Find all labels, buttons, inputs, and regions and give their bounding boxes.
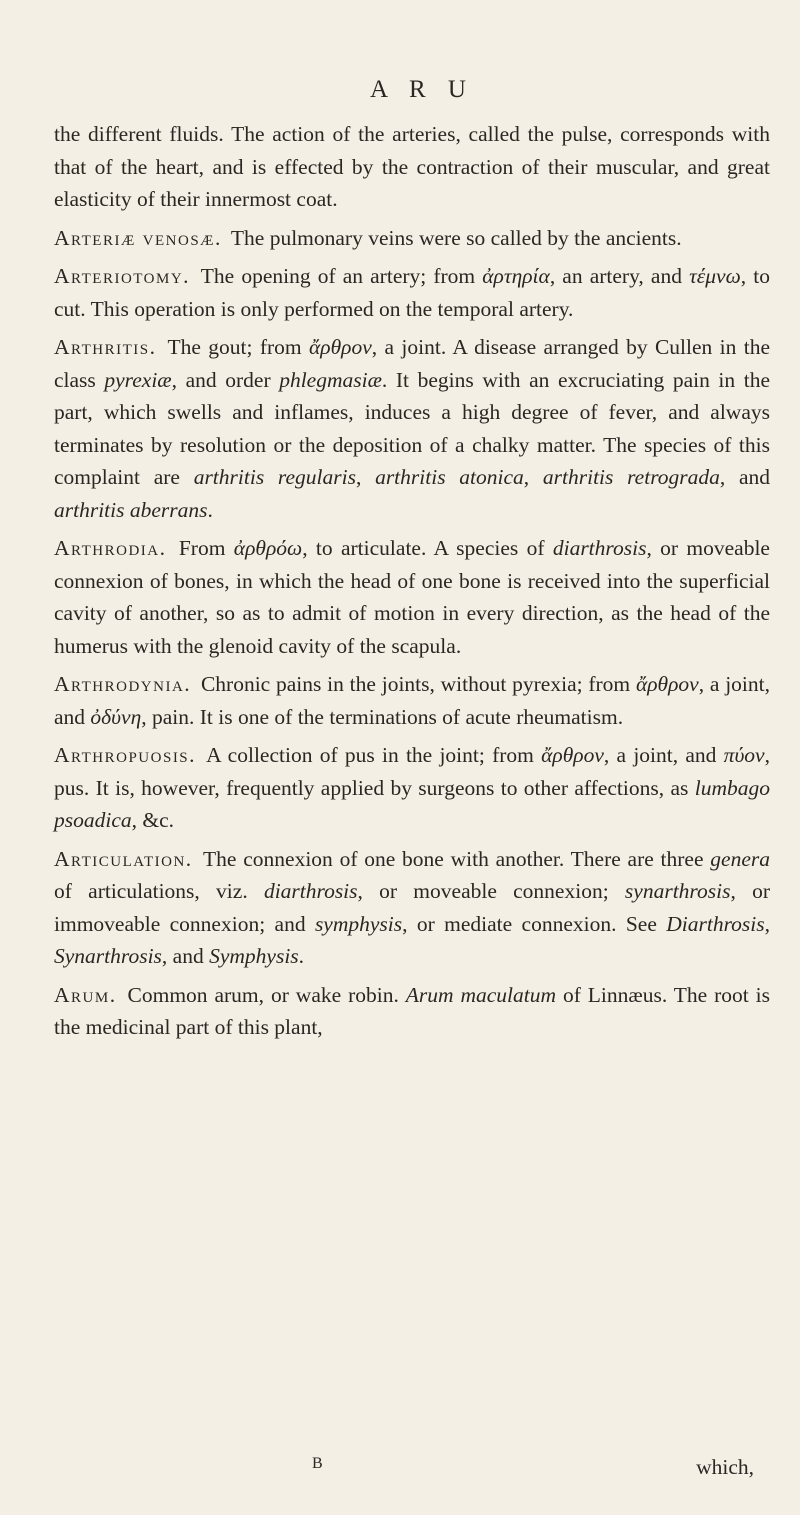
entry-text: , pus. It is, however, frequently applied by surgeons to other affections, as: [54, 743, 770, 800]
entry-text: Common arum, or wake robin.: [127, 982, 406, 1007]
italic-term: lumbago psoadica: [54, 775, 770, 832]
entry-headword: Arthrodynia.: [54, 672, 192, 696]
dictionary-entry: [54, 668, 770, 733]
entry-text: of articulations, viz.: [54, 879, 264, 903]
entry-text: , or moveable connexion of bones, in which the head of one bone is received into the superficial cavity of another, so as to admit of motion in every direction, as the head of the humerus with the glenoid cavity of the scapula.: [54, 536, 770, 658]
entry-text: the different fluids. The action of the arteries, called the pulse, corresponds with that of the heart, and is effected by the contraction of their muscular, and great elasticity of their innermost coat.: [54, 122, 770, 211]
italic-term: Synarthrosis: [54, 944, 162, 968]
entry-text: , or immoveable connexion; and: [54, 879, 770, 936]
entry-headword: Articulation.: [54, 846, 193, 871]
dictionary-entry: [54, 260, 770, 325]
entry-headword: Arthritis.: [54, 335, 157, 359]
entry-text: A collection of pus in the joint; from: [206, 743, 542, 767]
italic-term: πύον: [723, 743, 765, 767]
entry-text: , or mediate connexion. See: [402, 911, 667, 936]
entry-text: , to cut. This operation is only performed on the temporal artery.: [54, 264, 770, 321]
entry-text: , &c.: [131, 808, 175, 832]
entry-headword: Arteriotomy.: [54, 264, 191, 288]
entry-text: ,: [764, 911, 770, 936]
italic-term: Arum maculatum: [405, 982, 557, 1007]
entry-headword: Arum.: [54, 982, 117, 1007]
entry-headword: Arteriæ venosæ.: [54, 225, 222, 250]
italic-term: pyrexiæ: [104, 367, 172, 392]
entry-text: , to articulate. A species of: [302, 536, 553, 560]
entry-text: The connexion of one bone with another. There are three: [203, 846, 711, 871]
italic-term: genera: [710, 846, 770, 871]
entry-text: ,: [355, 465, 376, 489]
entry-text: .: [298, 944, 305, 968]
entry-text: , and: [161, 944, 210, 968]
italic-term: arthritis aberrans: [54, 497, 208, 522]
entry-text: . It begins with an excruciating pain in the part, which swells and inflames, induces a high degree of fever, and always terminates by resolution or the deposition of a chalky matter. The species of this complaint are: [54, 367, 771, 489]
italic-term: ἄρθρον: [635, 672, 699, 696]
entry-text: , an artery, and: [549, 264, 690, 288]
italic-term: arthritis retrograda: [542, 465, 720, 489]
dictionary-entry: [54, 979, 770, 1044]
italic-term: diarthrosis: [552, 536, 647, 560]
entry-text: , a joint. A disease arranged by Cullen in the class: [54, 335, 770, 392]
entry-headword: Arthrodia.: [54, 536, 167, 560]
italic-term: ἀρθρόω: [233, 536, 303, 560]
dictionary-entries: [54, 118, 770, 1044]
dictionary-entry: [54, 118, 770, 216]
italic-term: synarthrosis: [624, 879, 731, 903]
entry-text: , or moveable connexion;: [357, 879, 625, 903]
entry-text: The pulmonary veins were so called by the ancients.: [230, 225, 682, 250]
italic-term: phlegmasiæ: [279, 367, 382, 392]
entry-text: The opening of an artery; from: [200, 264, 483, 288]
italic-term: ἀρτηρία: [482, 264, 550, 288]
italic-term: Diarthrosis: [666, 911, 765, 936]
entry-text: , and: [719, 465, 771, 489]
running-head: A R U: [370, 76, 474, 103]
italic-term: τέμνω: [689, 264, 741, 288]
entry-text: .: [207, 497, 213, 522]
italic-term: ὀδύνη: [90, 704, 142, 729]
entry-text: , and order: [171, 367, 280, 392]
entry-text: , a joint, and: [603, 743, 724, 767]
catchword: which,: [696, 1455, 754, 1479]
italic-term: Symphysis: [209, 944, 299, 968]
entry-text: , pain. It is one of the terminations of acute rheumatism.: [141, 704, 624, 729]
signature-mark: B: [312, 1455, 323, 1472]
entry-headword: Arthropuosis.: [54, 743, 197, 767]
entry-text: , a joint, and: [54, 672, 770, 729]
dictionary-entry: [54, 532, 770, 662]
italic-term: arthritis atonica: [375, 465, 524, 489]
entry-text: Chronic pains in the joints, without pyrexia; from: [200, 672, 636, 696]
italic-term: diarthrosis: [263, 879, 358, 903]
dictionary-entry: [54, 739, 770, 837]
dictionary-entry: [54, 843, 770, 973]
entry-text: ,: [523, 465, 543, 489]
dictionary-entry: [54, 331, 770, 526]
entry-text: of Linnæus. The root is the medicinal part of this plant,: [54, 982, 771, 1039]
italic-term: ἄρθρον: [309, 335, 372, 359]
entry-text: The gout; from: [167, 335, 309, 359]
italic-term: arthritis regularis: [193, 465, 356, 489]
dictionary-entry: [54, 222, 770, 255]
entry-text: From: [178, 536, 234, 560]
italic-term: ἄρθρον: [541, 743, 604, 767]
italic-term: symphysis: [314, 911, 403, 936]
